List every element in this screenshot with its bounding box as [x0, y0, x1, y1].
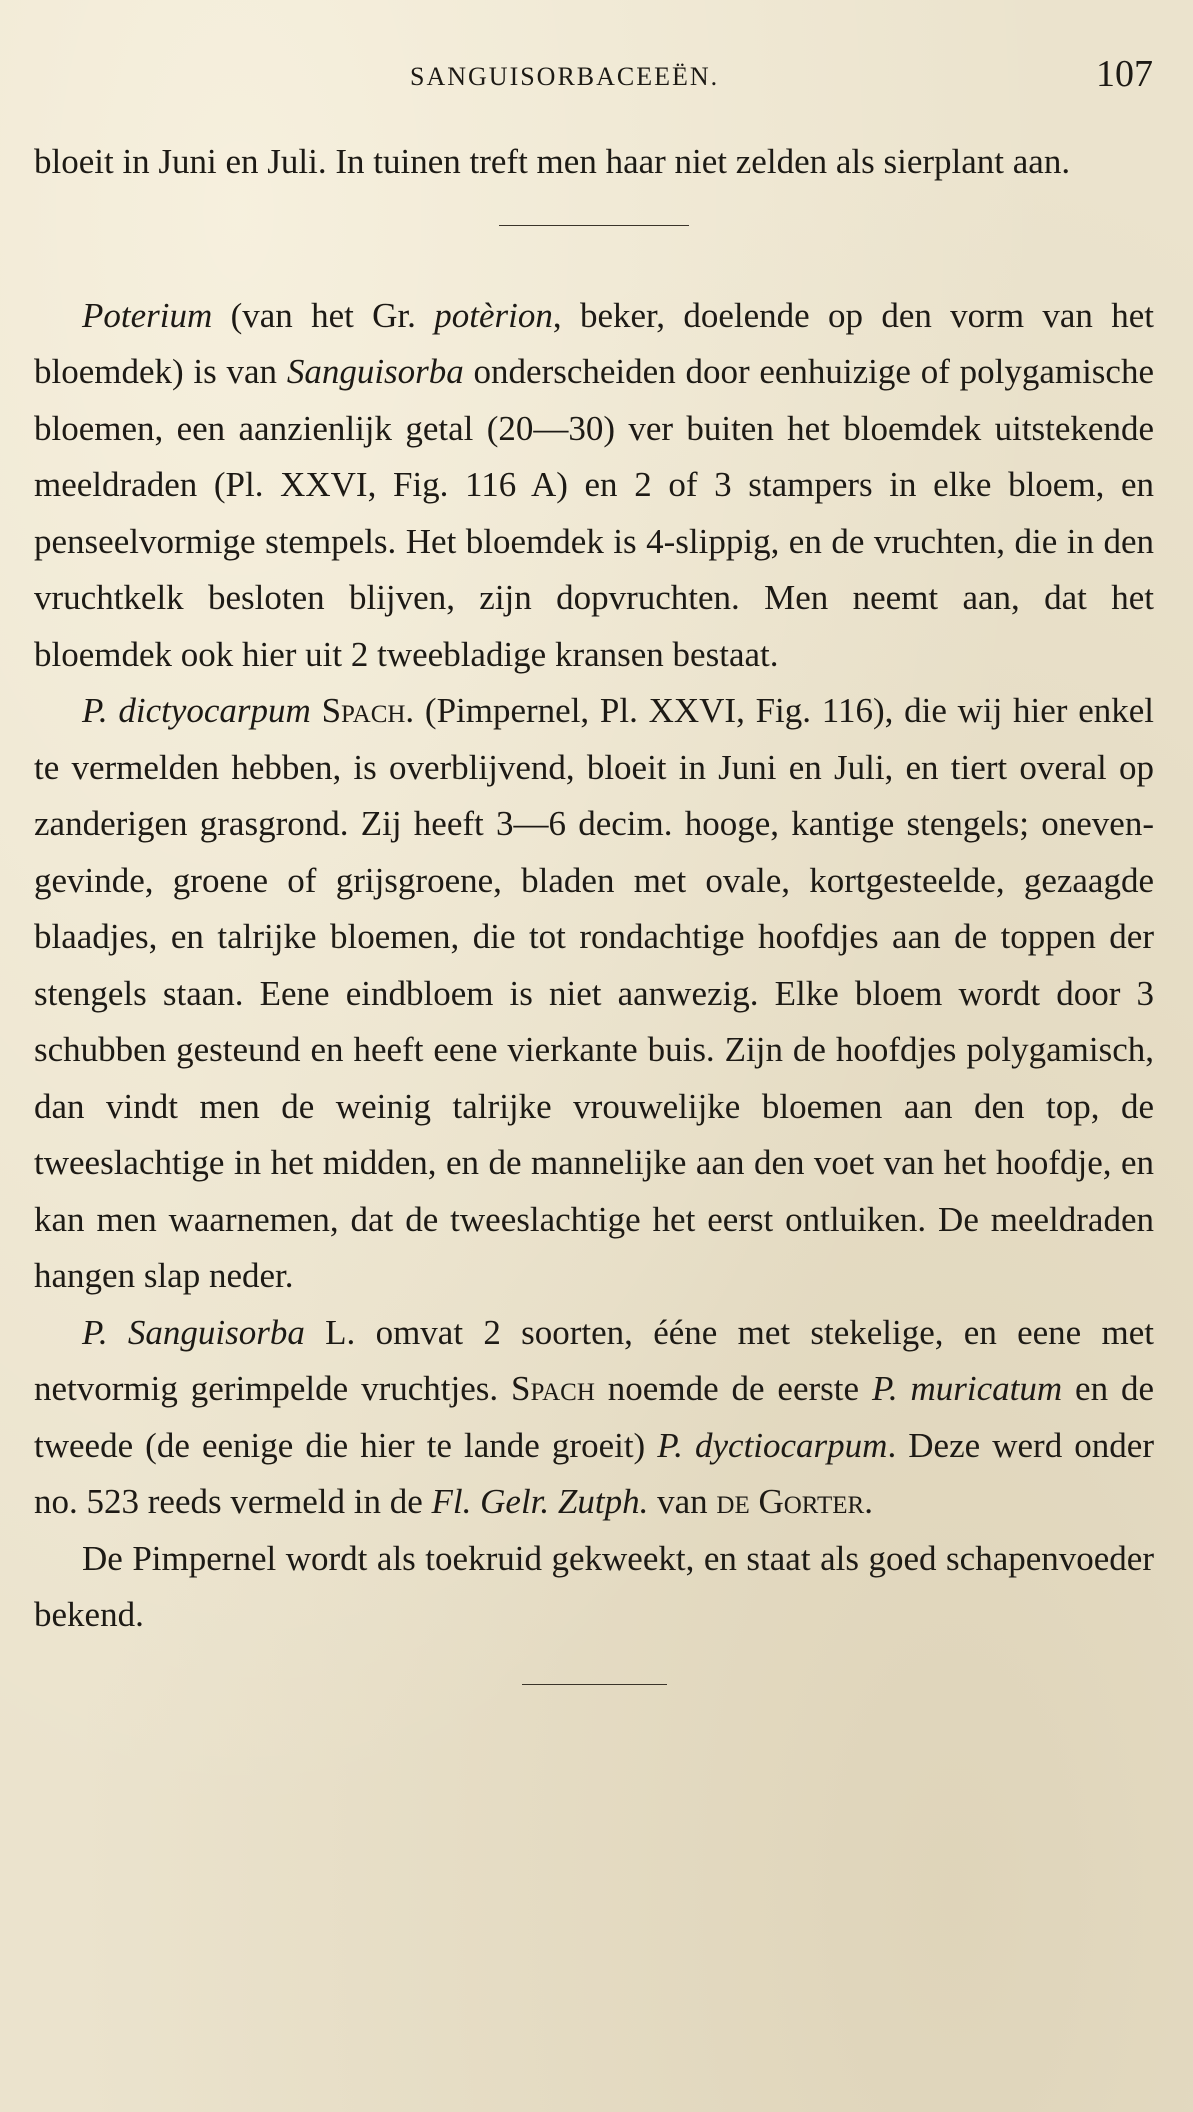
paragraph-sanguisorba: P. Sanguisorba L. omvat 2 soorten, ééne met stekelige, en eene met netvormig gerimpelde vruchtjes. Spach noemde de eerste P. muricatum en de tweede (de eenige die hier te lande groeit) P. dyctiocarpum. Deze werd onder no. 523 reeds vermeld in de Fl. Gelr. Zutph. van de Gorter.	[34, 1312, 1155, 1521]
author-spach: Spach	[321, 691, 406, 730]
page-number: 107	[1096, 53, 1153, 95]
work-title: Fl. Gelr. Zutph.	[431, 1482, 649, 1521]
species-name: P. Sanguisorba	[82, 1312, 305, 1352]
greek-term: potèrion	[434, 295, 553, 335]
author-de-gorter: de Gorter	[716, 1482, 865, 1521]
paragraph-dictyocarpum: P. dictyocarpum Spach. (Pimpernel, Pl. XXVI, Fig. 116), die wij hier enkel te vermelden hebben, is overblijvend, bloeit in Juni en Juli, en tiert overal op zanderigen grasgrond. Zij heeft 3—6 decim. hooge, kantige stengels; oneven-gevinde, groene of grijsgroene, bladen met ovale, kortgesteelde, gezaagde blaadjes, en talrijke bloemen, die tot rondachtige hoofdjes aan de toppen der stengels staan. Eene eindbloem is niet aanwezig. Elke bloem wordt door 3 schubben gesteund en heeft eene vierkante buis. Zijn de hoofdjes polygamisch, dan vindt men de weinig talrijke vrouwelijke bloemen aan den top, de tweeslachtige in het midden, en de mannelijke aan den voet van het hoofdje, en kan men waarnemen, dat de tweeslachtige het eerst ontluiken. De meeldraden hangen slap neder.	[34, 691, 1154, 1295]
genus-name: Poterium	[82, 295, 213, 335]
section-divider	[499, 225, 689, 226]
paragraph-poterium: Poterium (van het Gr. potèrion, beker, doelende op den vorm van het bloemdek) is van Sanguisorba onderscheiden door eenhuizige of polygamische bloemen, een aanzienlijk getal (20—30) ver buiten het bloemdek uitstekende meeldraden (Pl. XXVI, Fig. 116 A) en 2 of 3 stampers in elke bloem, en penseelvormige stempels. Het bloemdek is 4-slippig, en de vruchten, die in den vruchtkelk besloten blijven, zijn dopvruchten. Men neemt aan, dat het bloemdek ook hier uit 2 tweebladige kransen bestaat.	[34, 295, 1155, 674]
species-muricatum: P. muricatum	[871, 1369, 1063, 1408]
author-spach: Spach	[511, 1369, 595, 1408]
body-text	[34, 134, 1154, 1685]
species-dyctiocarpum: P. dyctiocarpum	[657, 1425, 888, 1465]
page-header	[0, 53, 1193, 98]
end-divider	[522, 1684, 667, 1685]
paragraph-continuation: bloeit in Juni en Juli. In tuinen treft men haar niet zelden als sierplant aan.	[34, 142, 1071, 181]
paragraph-pimpernel: De Pimpernel wordt als toekruid gekweekt, en staat als goed schapenvoeder bekend.	[34, 1538, 1154, 1634]
species-name: P. dictyocarpum	[82, 691, 311, 730]
genus-sanguisorba: Sanguisorba	[286, 352, 464, 391]
running-head: SANGUISORBACEEËN.	[410, 62, 720, 91]
